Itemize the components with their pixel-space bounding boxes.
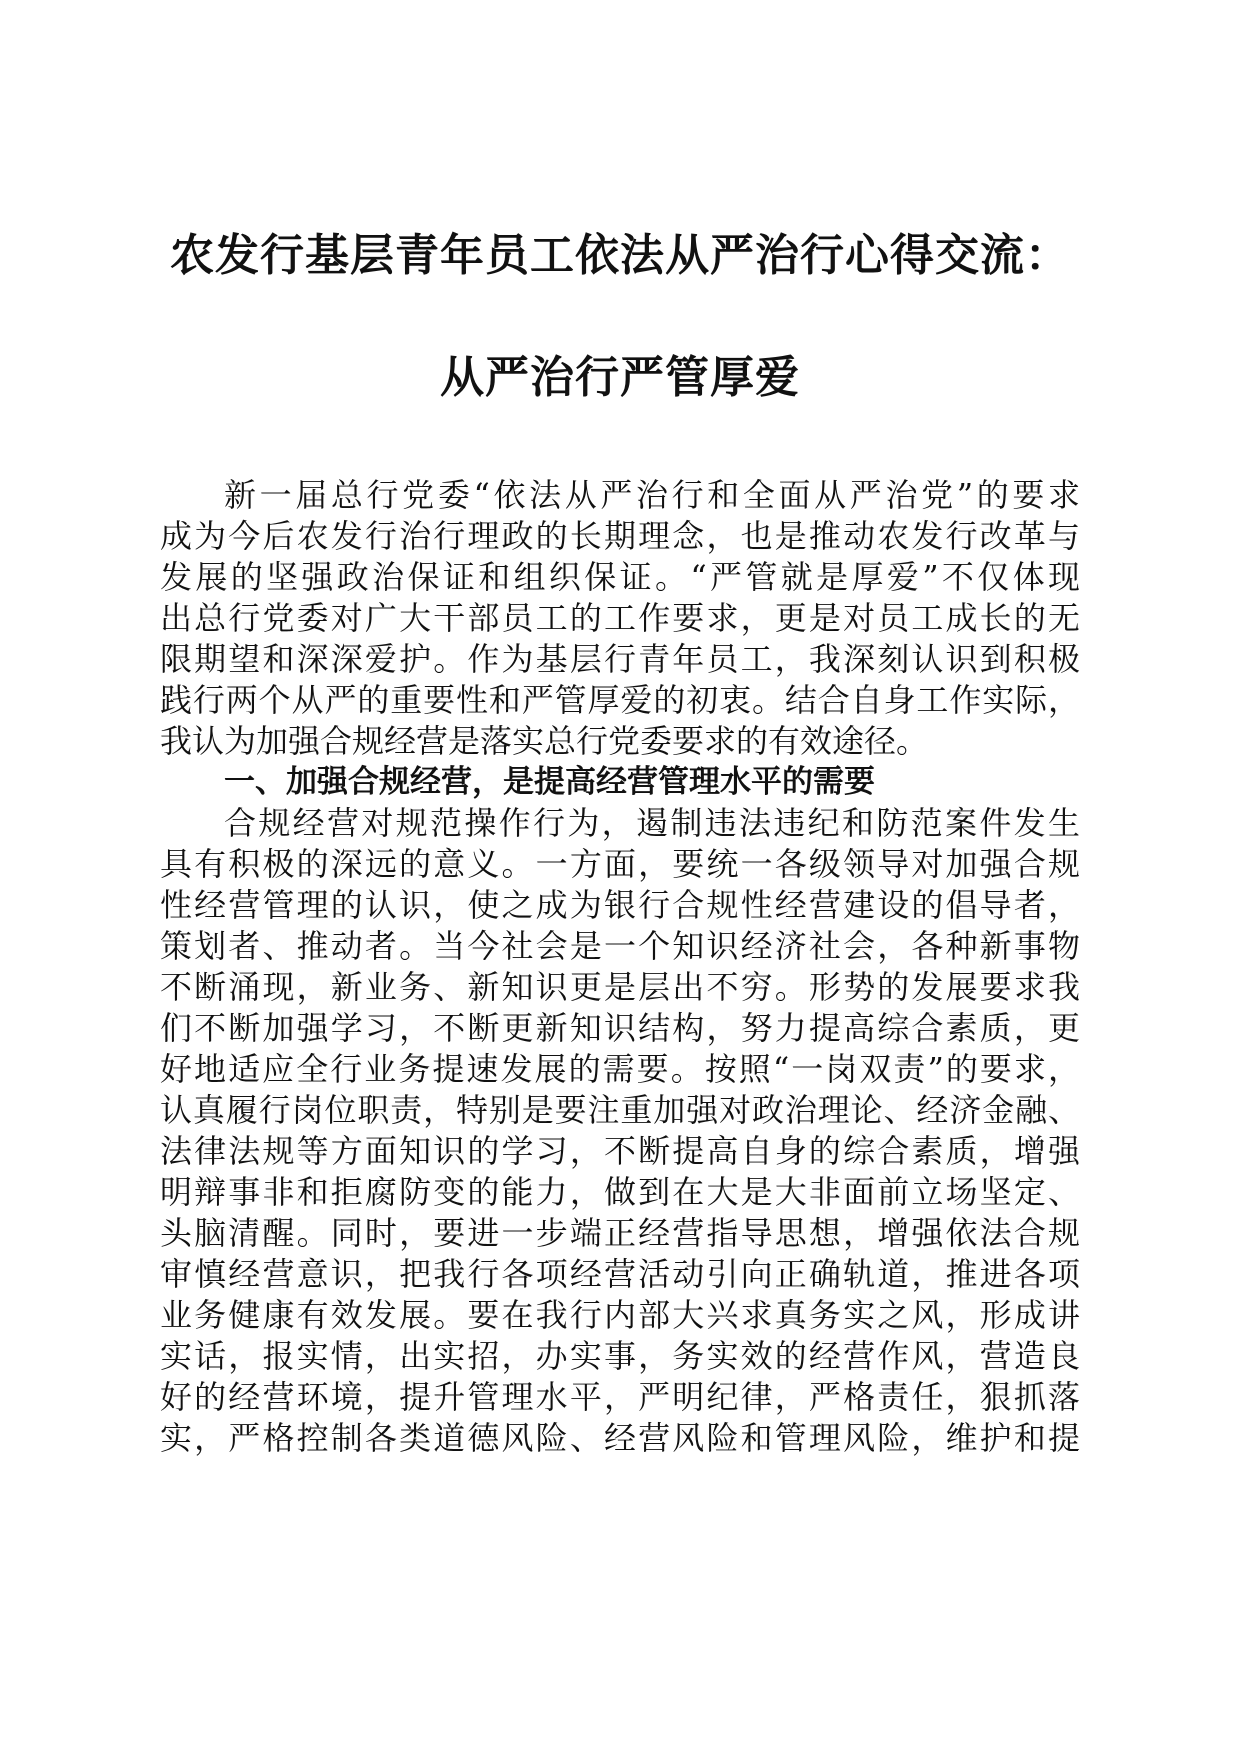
text-line: 成为今后农发行治行理政的长期理念，也是推动农发行改革与 [160,517,1080,555]
text-line: 践行两个从严的重要性和严管厚爱的初衷。结合自身工作实际， [160,681,1080,719]
text-line: 明辩事非和拒腐防变的能力，做到在大是大非面前立场坚定、 [160,1173,1080,1211]
text-line: 新一届总行党委“依法从严治行和全面从严治党”的要求 [224,476,1080,514]
text-line: 性经营管理的认识，使之成为银行合规性经营建设的倡导者， [160,886,1080,924]
text-line: 实话，报实情，出实招，办实事，务实效的经营作风，营造良 [160,1337,1080,1375]
text-line: 认真履行岗位职责，特别是要注重加强对政治理论、经济金融、 [160,1091,1080,1129]
text-line: 限期望和深深爱护。作为基层行青年员工，我深刻认识到积极 [160,640,1080,678]
text-line: 业务健康有效发展。要在我行内部大兴求真务实之风，形成讲 [160,1296,1080,1334]
text-line: 出总行党委对广大干部员工的工作要求，更是对员工成长的无 [160,599,1080,637]
text-line: 审慎经营意识，把我行各项经营活动引向正确轨道，推进各项 [160,1255,1080,1293]
text-line: 合规经营对规范操作行为，遏制违法违纪和防范案件发生 [224,804,1080,842]
text-line: 头脑清醒。同时，要进一步端正经营指导思想，增强依法合规 [160,1214,1080,1252]
text-line: 法律法规等方面知识的学习，不断提高自身的综合素质，增强 [160,1132,1080,1170]
text-line: 好的经营环境，提升管理水平，严明纪律，严格责任，狠抓落 [160,1378,1080,1416]
text-line: 实，严格控制各类道德风险、经营风险和管理风险，维护和提 [160,1419,1080,1457]
text-line: 策划者、推动者。当今社会是一个知识经济社会，各种新事物 [160,927,1080,965]
text-line: 好地适应全行业务提速发展的需要。按照“一岗双责”的要求， [160,1050,1080,1088]
text-line: 们不断加强学习，不断更新知识结构，努力提高综合素质，更 [160,1009,1080,1047]
text-line: 不断涌现，新业务、新知识更是层出不穷。形势的发展要求我 [160,968,1080,1006]
text-line: 我认为加强合规经营是落实总行党委要求的有效途径。 [160,722,929,760]
document-title-line-1: 农发行基层青年员工依法从严治行心得交流： [170,230,1070,281]
paragraph-2 [160,803,1080,1459]
document-body [160,475,1080,1459]
text-line: 具有积极的深远的意义。一方面，要统一各级领导对加强合规 [160,845,1080,883]
paragraph-1 [160,475,1080,762]
document-title-line-2: 从严治行严管厚爱 [440,352,800,403]
text-line: 发展的坚强政治保证和组织保证。“严管就是厚爱”不仅体现 [160,558,1080,596]
section-1-heading: 一、加强合规经营，是提高经营管理水平的需要 [224,764,875,800]
